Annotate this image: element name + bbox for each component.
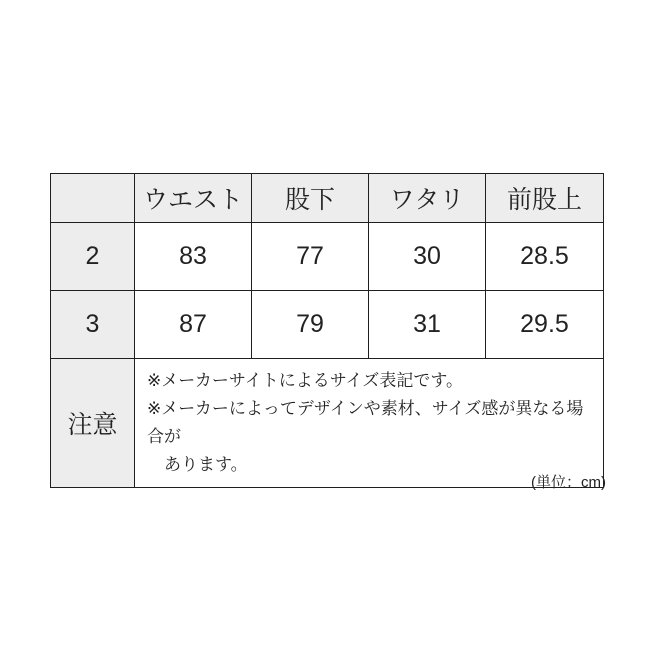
unit-note: (単位：cm)	[531, 474, 606, 491]
header-cell-waist: ウエスト	[135, 174, 252, 223]
header-cell-front-rise: 前股上	[486, 174, 604, 223]
table-note-row	[51, 359, 604, 488]
table-header-row	[51, 174, 604, 223]
cell-size3-thigh: 31	[369, 291, 486, 359]
header-cell-thigh: ワタリ	[369, 174, 486, 223]
cell-size2-waist: 83	[135, 223, 252, 291]
size-table	[50, 173, 604, 488]
table-row-size-2	[51, 223, 604, 291]
note-text-cell	[135, 359, 604, 488]
note-label-cell: 注意	[51, 359, 135, 488]
header-cell-inseam: 股下	[252, 174, 369, 223]
cell-size2-inseam: 77	[252, 223, 369, 291]
cell-size3-waist: 87	[135, 291, 252, 359]
cell-size2-front-rise: 28.5	[486, 223, 604, 291]
note-line-2: ※メーカーによってデザインや素材、サイズ感が異なる場合が	[147, 399, 584, 446]
header-cell-empty	[51, 174, 135, 223]
cell-size3-front-rise: 29.5	[486, 291, 604, 359]
cell-size2-thigh: 30	[369, 223, 486, 291]
cell-size3-inseam: 79	[252, 291, 369, 359]
row-label-size-3: 3	[51, 291, 135, 359]
note-line-1: ※メーカーサイトによるサイズ表記です。	[147, 371, 463, 390]
row-label-size-2: 2	[51, 223, 135, 291]
note-line-3: あります。	[147, 455, 248, 474]
table-row-size-3	[51, 291, 604, 359]
